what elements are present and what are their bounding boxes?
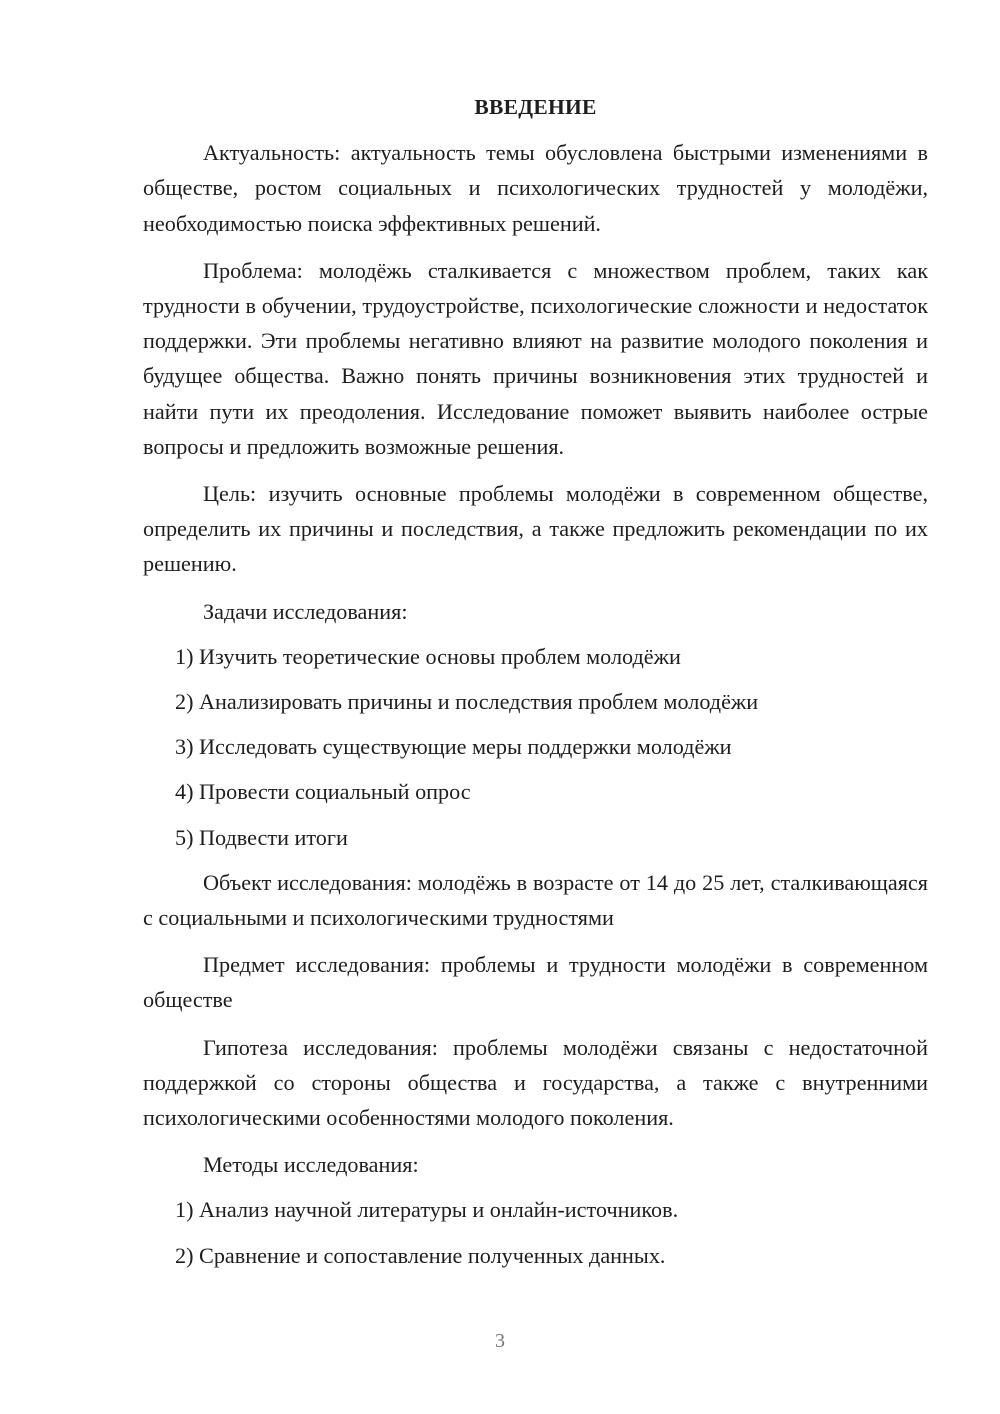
hypothesis-paragraph: Гипотеза исследования: проблемы молодёжи связаны с недостаточной поддержкой со стороны общества и государства, а также с внутренними психологическими особенностями молодого поколения. <box>143 1034 928 1131</box>
list-item-task-2: 2) Анализировать причины и последствия проблем молодёжи <box>175 689 759 715</box>
tasks-label: Задачи исследования: <box>203 598 408 624</box>
list-item-task-5: 5) Подвести итоги <box>175 824 348 850</box>
list-item-method-1: 1) Анализ научной литературы и онлайн-источников. <box>175 1197 679 1223</box>
problem-paragraph: Проблема: молодёжь сталкивается с множеством проблем, таких как трудности в обучении, трудоустройстве, психологические сложности и недостаток поддержки. Эти проблемы негативно влияют на развитие молодого поколения и будущее общества. Важно понять причины возникновения этих трудностей и найти пути их преодоления. Исследование поможет выявить наиболее острые вопросы и предложить возможные решения. <box>143 257 928 459</box>
relevance-paragraph: Актуальность: актуальность темы обусловлена быстрыми изменениями в обществе, ростом социальных и психологических трудностей у молодёжи, необходимостью поиска эффективных решений. <box>143 140 928 236</box>
page-number: 3 <box>495 1330 505 1352</box>
methods-label: Методы исследования: <box>203 1152 419 1178</box>
goal-paragraph: Цель: изучить основные проблемы молодёжи в современном обществе, определить их причины и последствия, а также предложить рекомендации по их решению. <box>143 481 928 577</box>
document-page <box>143 90 928 1283</box>
page-title: ВВЕДЕНИЕ <box>474 95 597 119</box>
list-item-task-1: 1) Изучить теоретические основы проблем молодёжи <box>175 643 681 669</box>
list-item-method-2: 2) Сравнение и сопоставление полученных данных. <box>175 1242 666 1268</box>
object-paragraph: Объект исследования: молодёжь в возрасте от 14 до 25 лет, сталкивающаяся с социальными и психологическими трудностями <box>143 869 928 931</box>
subject-paragraph: Предмет исследования: проблемы и трудности молодёжи в современном обществе <box>143 952 928 1013</box>
list-item-task-3: 3) Исследовать существующие меры поддержки молодёжи <box>175 734 732 760</box>
list-item-task-4: 4) Провести социальный опрос <box>175 779 471 805</box>
